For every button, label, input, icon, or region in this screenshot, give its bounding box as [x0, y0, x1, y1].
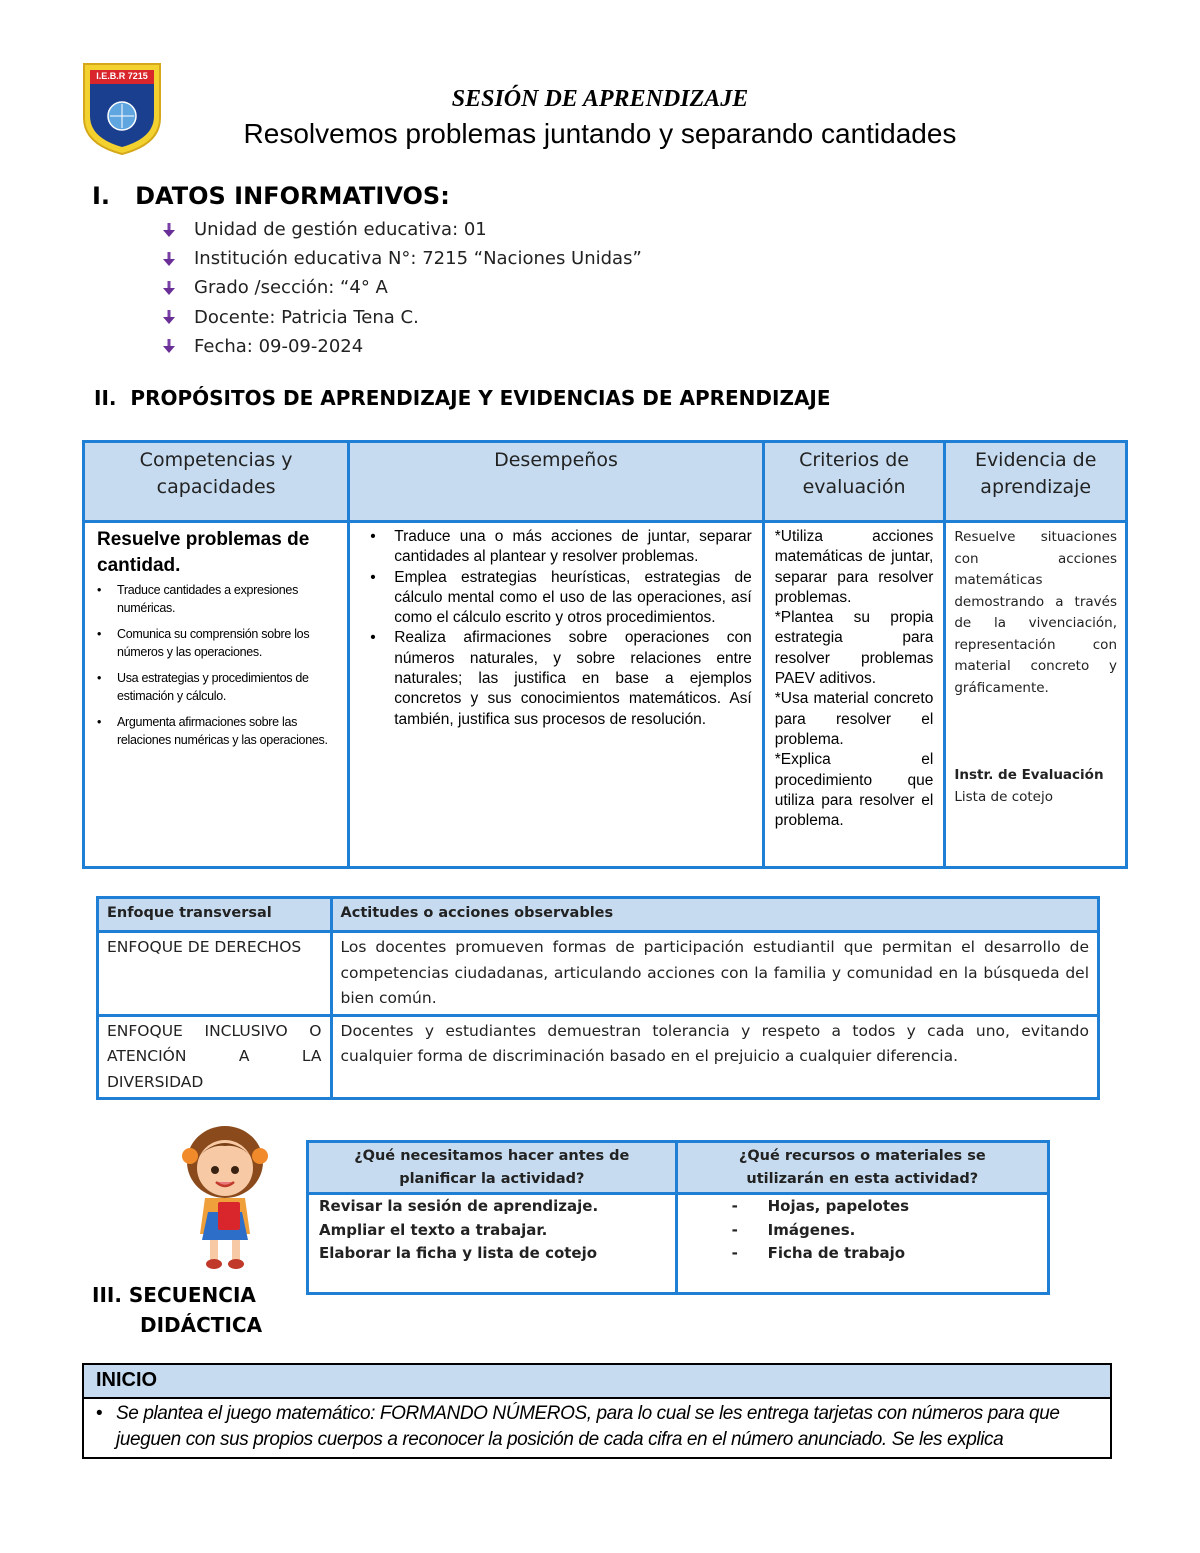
preparation-table: [306, 1140, 1050, 1295]
material-item: - Imágenes.: [731, 1220, 856, 1239]
info-item: Fecha: 09-09-2024: [160, 332, 642, 361]
criterion-item: *Plantea su propia estrategia para resolver problemas PAEV aditivos.: [774, 609, 934, 688]
capacity-item: • Traduce cantidades a expresiones numéricas.: [97, 581, 339, 617]
instrument-label: Instr. de Evaluación: [954, 767, 1104, 783]
criteria-cell: [763, 522, 945, 868]
header-approach: Enfoque transversal: [98, 898, 332, 932]
header-actions: Actitudes o acciones observables: [331, 898, 1098, 932]
table-row: [98, 932, 1099, 1016]
approaches-table: [96, 896, 1100, 1100]
tasks-cell: [308, 1194, 677, 1294]
performances-cell: [349, 522, 764, 868]
action-cell: Los docentes promueven formas de participación estudiantil que permitan el desarrollo de competencias ciudadanas, articulando acciones con la familia y comunidad en la búsqueda del bien común.: [331, 932, 1098, 1016]
info-item: Institución educativa N°: 7215 “Naciones Unidas”: [160, 244, 642, 273]
capacities-list: [85, 579, 347, 749]
info-item: Grado /sección: “4° A: [160, 273, 642, 302]
task-item: Elaborar la ficha y lista de cotejo: [319, 1244, 598, 1262]
performances-list: [350, 523, 762, 730]
page-subtitle: Resolvemos problemas juntando y separando cantidades: [243, 118, 957, 149]
criterion-item: *Usa material concreto para resolver el problema.: [774, 690, 934, 748]
header-tasks: ¿Qué necesitamos hacer antes de planificar la actividad?: [308, 1142, 677, 1194]
capacity-item: • Argumenta afirmaciones sobre las relaciones numéricas y las operaciones.: [97, 713, 339, 749]
girl-illustration: [170, 1122, 280, 1272]
arrow-down-icon: [160, 279, 178, 297]
material-item: - Ficha de trabajo: [731, 1244, 906, 1262]
competence-cell: [84, 522, 349, 868]
performance-item: • Traduce una o más acciones de juntar, separar cantidades al plantear y resolver problemas.: [362, 527, 752, 568]
evidence-text: Resuelve situaciones con acciones matemáticas demostrando a través de la vivenciación, representación con material concreto y gráficamente.: [954, 529, 1117, 696]
action-cell: Docentes y estudiantes demuestran tolerancia y respeto a todos y cada uno, evitando cualquier forma de discriminación basado en el prejuicio a cualquier diferencia.: [331, 1015, 1098, 1099]
performance-item: • Emplea estrategias heurísticas, estrategias de cálculo mental como el uso de las operaciones, así como el cálculo escrito y otros procedimientos.: [362, 568, 752, 629]
header-evidence: Evidencia de aprendizaje: [945, 442, 1127, 522]
header-materials: ¿Qué recursos o materiales se utilizarán en esta actividad?: [676, 1142, 1048, 1194]
header-criteria: Criterios de evaluación: [763, 442, 945, 522]
criterion-item: *Explica el procedimiento que utiliza para resolver el problema.: [774, 751, 934, 830]
task-item: Ampliar el texto a trabajar.: [319, 1220, 548, 1239]
materials-list: [688, 1195, 1037, 1266]
approach-cell: ENFOQUE DE DERECHOS: [98, 932, 332, 1016]
arrow-down-icon: [160, 308, 178, 326]
material-item: - Hojas, papelotes: [731, 1197, 910, 1215]
info-item: Docente: Patricia Tena C.: [160, 303, 642, 332]
info-item: Unidad de gestión educativa: 01: [160, 215, 642, 244]
info-list: [160, 215, 642, 361]
section-2-heading: II. PROPÓSITOS DE APRENDIZAJE Y EVIDENCIAS DE APRENDIZAJE: [94, 386, 831, 410]
section-3-heading: III. SECUENCIA DIDÁCTICA: [92, 1283, 263, 1337]
inicio-heading: INICIO: [84, 1365, 1110, 1399]
section-1-heading: I. DATOS INFORMATIVOS:: [92, 182, 450, 210]
capacity-item: • Comunica su comprensión sobre los números y las operaciones.: [97, 625, 339, 661]
table-row: [98, 1015, 1099, 1099]
approach-cell: ENFOQUE INCLUSIVO O ATENCIÓN A LA DIVERSIDAD: [98, 1015, 332, 1099]
purposes-table: [82, 440, 1128, 869]
arrow-down-icon: [160, 337, 178, 355]
header-competencies: Competencias y capacidades: [84, 442, 349, 522]
logo-text: I.E.B.R 7215: [96, 71, 148, 81]
performance-item: • Realiza afirmaciones sobre operaciones con números naturales, y sobre relaciones entre naturales; las justifica en base a ejemplos concretos y sus conocimientos matemáticos. Así también, justifica sus procesos de resolución.: [362, 628, 752, 729]
arrow-down-icon: [160, 250, 178, 268]
header-performances: Desempeños: [349, 442, 764, 522]
page-title: SESIÓN DE APRENDIZAJE: [451, 86, 749, 112]
evidence-cell: [945, 522, 1127, 868]
arrow-down-icon: [160, 221, 178, 239]
materials-cell: [676, 1194, 1048, 1294]
task-item: Revisar la sesión de aprendizaje.: [319, 1197, 599, 1215]
inicio-box: [82, 1363, 1112, 1459]
inicio-text: • Se plantea el juego matemático: FORMANDO NÚMEROS, para lo cual se les entrega tarjetas con números para que jueguen con sus propios cuerpos a reconocer la posición de cada cifra en el número anunciado. Se les explica: [84, 1399, 1110, 1457]
instrument-value: Lista de cotejo: [954, 788, 1053, 805]
competence-title: Resuelve problemas de cantidad.: [97, 529, 310, 576]
criterion-item: *Utiliza acciones matemáticas de juntar, separar para resolver problemas.: [774, 528, 934, 606]
capacity-item: • Usa estrategias y procedimientos de estimación y cálculo.: [97, 669, 339, 705]
